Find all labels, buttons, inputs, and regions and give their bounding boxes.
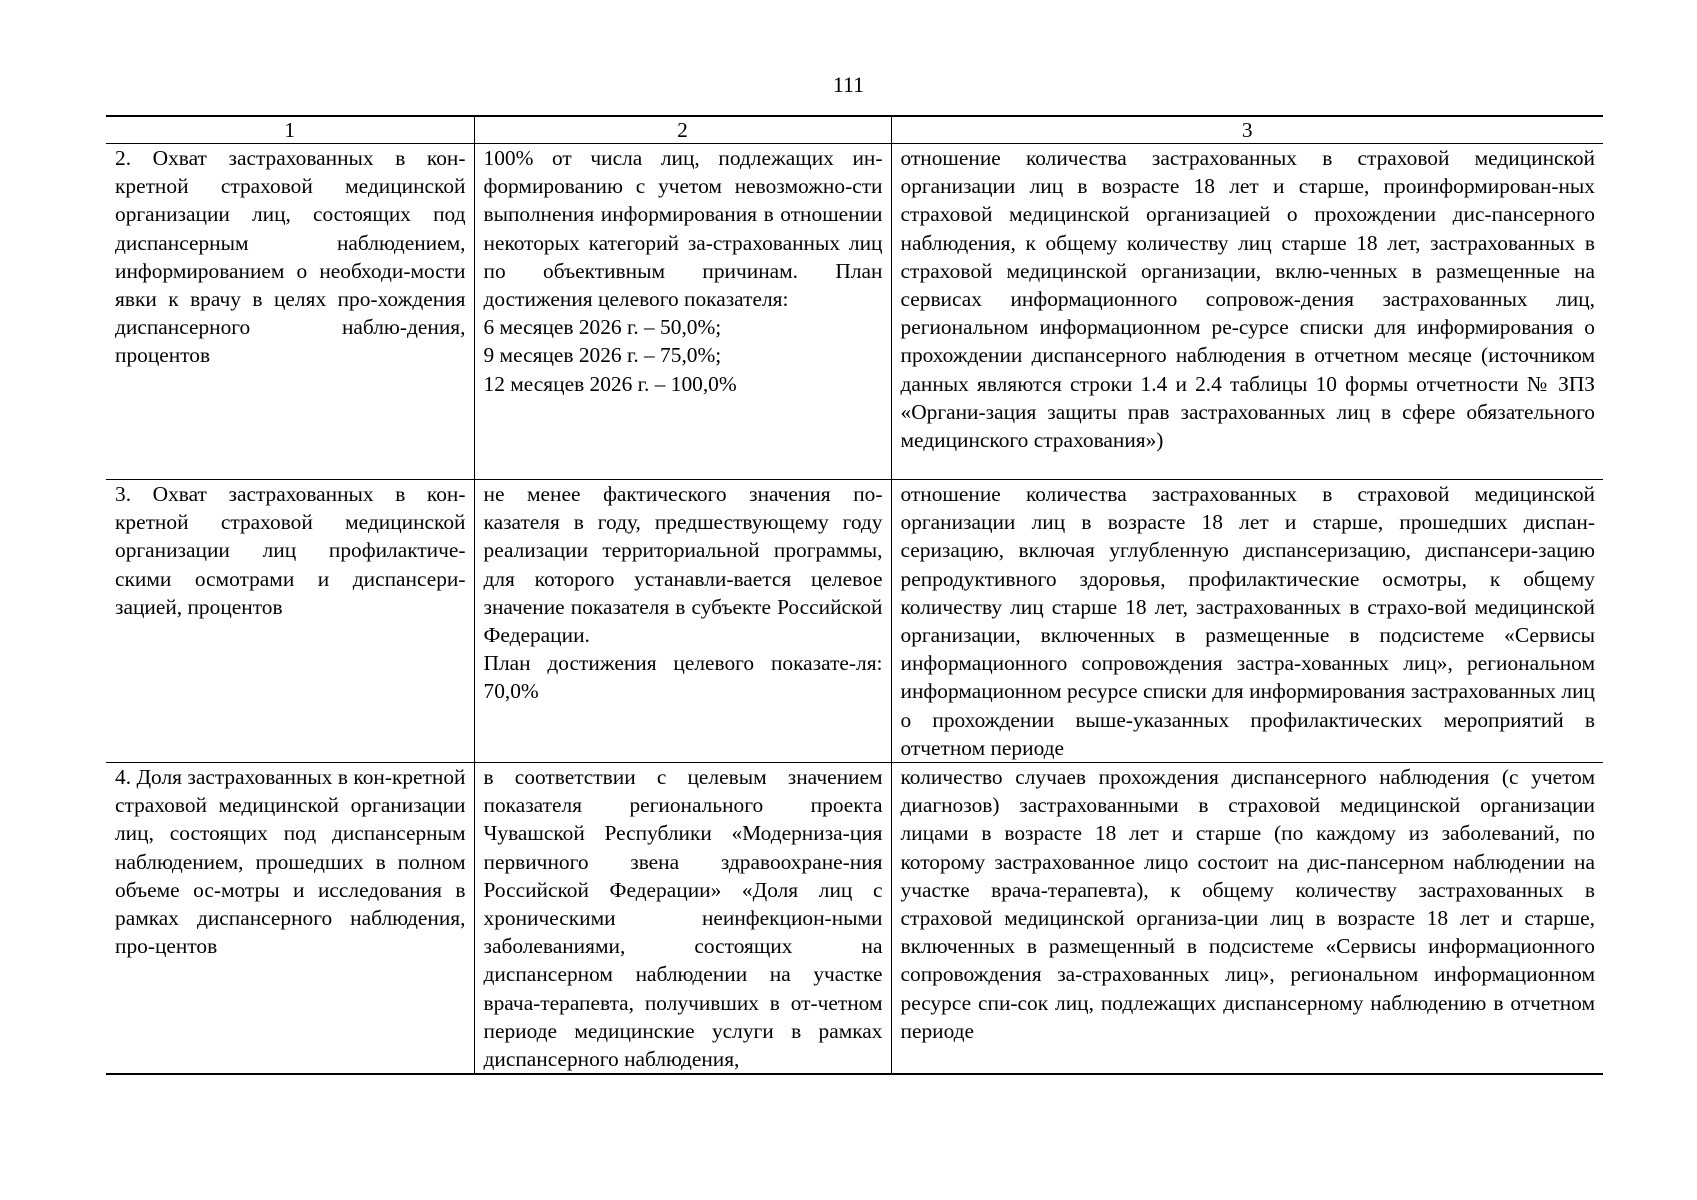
table-header-row xyxy=(106,116,1603,144)
column-header-3: 3 xyxy=(891,116,1603,144)
target-text: План достижения целевого показате-ля: 70,0% xyxy=(483,651,883,704)
indicator-cell: 2. Охват застрахованных в кон-кретной страховой медицинской организации лиц, состоящих под диспансерным наблюдением, информированием о необходи-мости явки к врачу в целях про-хождения диспансерного наблю-дения, процентов xyxy=(106,144,474,480)
calculation-cell: количество случаев прохождения диспансерного наблюдения (с учетом диагнозов) застрахованными в страховой медицинской организации лицами в возрасте 18 лет и старше (по каждому из заболеваний, по которому застрахованное лицо состоит на дис-пансерном наблюдении на участке врача-терапевта), к общему количеству застрахованных в страховой медицинской организа-ции лиц в возрасте 18 лет и старше, включенных в размещенный в подсистеме «Сервисы информационного сопровождения за-страхованных лиц», региональном информационном ресурсе спи-сок лиц, подлежащих диспансерному наблюдению в отчетном периоде xyxy=(891,763,1603,1075)
table-row xyxy=(106,480,1603,763)
page-number: 111 xyxy=(832,72,865,97)
table-row xyxy=(106,144,1603,480)
calculation-cell: отношение количества застрахованных в страховой медицинской организации лиц в возрасте 18 лет и старше, проинформирован-ных страховой медицинской организацией о прохождении дис-пансерного наблюдения, к общему количеству лиц старше 18 лет, застрахованных в страховой медицинской организации, вклю-ченных в размещенные на сервисах информационного сопровож-дения застрахованных лиц, региональном информационном ре-сурсе списки для информирования о прохождении диспансерного наблюдения в отчетном месяце (источником данных являются строки 1.4 и 2.4 таблицы 10 формы отчетности № ЗПЗ «Органи-зация защиты прав застрахованных лиц в сфере обязательного медицинского страхования») xyxy=(891,144,1603,480)
target-text: 9 месяцев 2026 г. – 75,0%; xyxy=(483,343,722,368)
target-text: не менее фактического значения по-казателя в году, предшествующему году реализации территориальной программы, для которого устанавли-вается целевое значение показателя в субъекте Российской Федерации. xyxy=(483,482,883,648)
table-body xyxy=(106,144,1603,1075)
indicators-table xyxy=(106,115,1603,1075)
target-text: 100% от числа лиц, подлежащих ин-формированию с учетом невозможно-сти выполнения информирования в отношении некоторых категорий за-страхованных лиц по объективным причинам. План достижения целевого показателя: xyxy=(483,146,883,312)
target-text: в соответствии с целевым значением показателя регионального проекта Чувашской Республики «Модерниза-ция первичного звена здравоохране-ния Российской Федерации» «Доля лиц с хроническими неинфекцион-ными заболеваниями, состоящих на диспансерном наблюдении на участке врача-терапевта, получивших в от-четном периоде медицинские услуги в рамках диспансерного наблюдения, xyxy=(483,765,883,1072)
target-cell xyxy=(474,480,891,763)
table-header xyxy=(106,116,1603,144)
indicator-cell: 3. Охват застрахованных в кон-кретной страховой медицинской организации лиц профилактиче-скими осмотрами и диспансери-зацией, процентов xyxy=(106,480,474,763)
indicator-cell: 4. Доля застрахованных в кон-кретной страховой медицинской организации лиц, состоящих под диспансерным наблюдением, прошедших в полном объеме ос-мотры и исследования в рамках диспансерного наблюдения, про-центов xyxy=(106,763,474,1075)
calculation-cell: отношение количества застрахованных в страховой медицинской организации лиц в возрасте 18 лет и старше, прошедших диспан-серизацию, включая углубленную диспансеризацию, диспансери-зацию репродуктивного здоровья, профилактические осмотры, к общему количеству лиц старше 18 лет, застрахованных в страхо-вой медицинской организации, включенных в размещенные в подсистеме «Сервисы информационного сопровождения застра-хованных лиц», региональном информационном ресурсе списки для информирования застрахованных лиц о прохождении выше-указанных профилактических мероприятий в отчетном периоде xyxy=(891,480,1603,763)
target-text: 6 месяцев 2026 г. – 50,0%; xyxy=(483,315,722,340)
column-header-1: 1 xyxy=(106,116,474,144)
table-row xyxy=(106,763,1603,1075)
target-text: 12 месяцев 2026 г. – 100,0% xyxy=(483,371,737,396)
column-header-2: 2 xyxy=(474,116,891,144)
target-cell xyxy=(474,144,891,480)
target-cell xyxy=(474,763,891,1075)
